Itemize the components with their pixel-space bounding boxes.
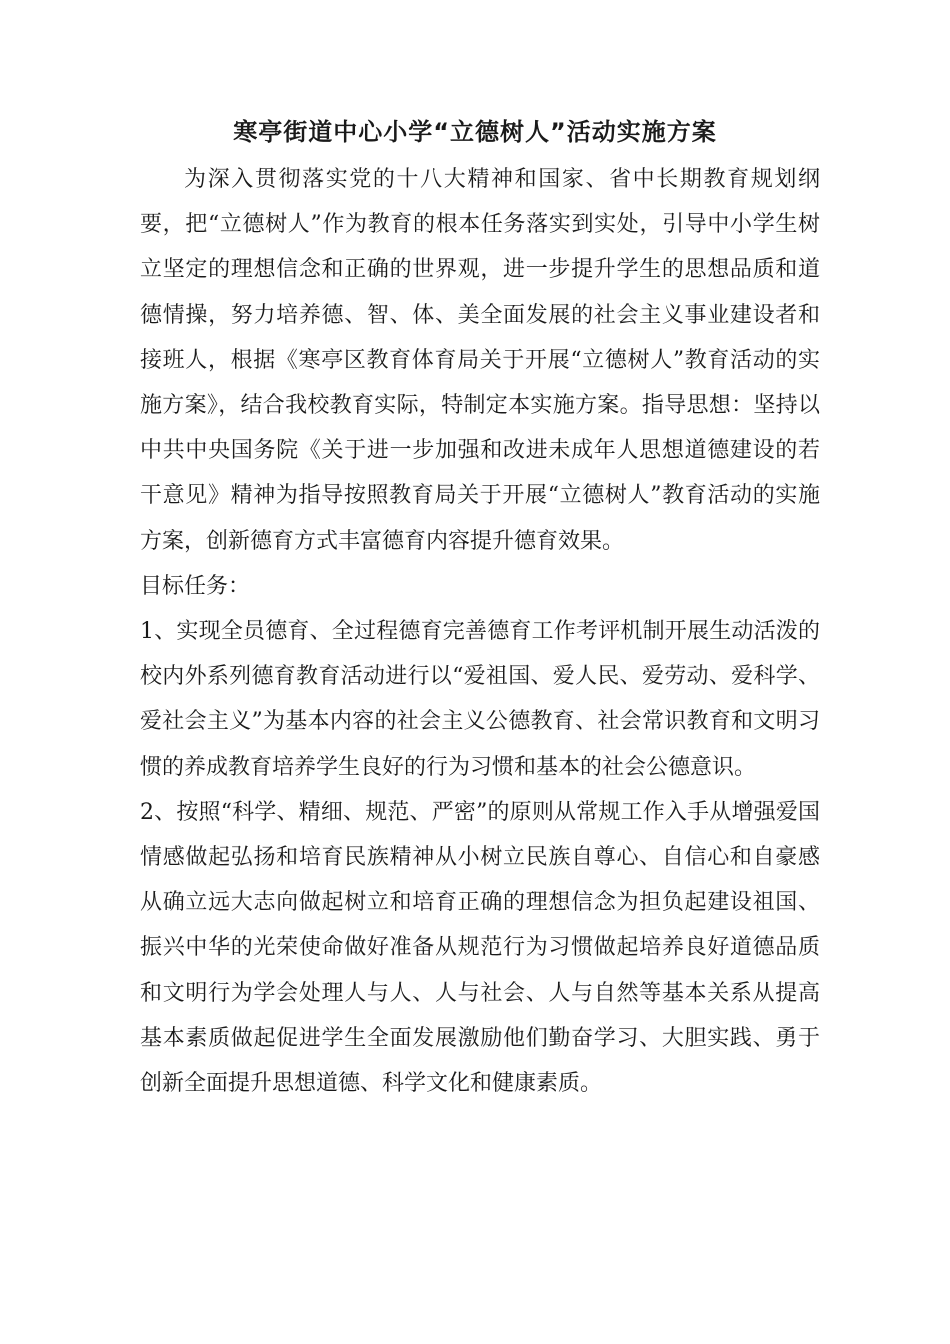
document-body	[140, 157, 820, 1106]
paragraph-goals-heading: 目标任务：	[140, 573, 251, 599]
paragraph-intro: 为深入贯彻落实党的十八大精神和国家、省中长期教育规划纲要，把“立德树人”作为教育的根本任务落实到实处，引导中小学生树立坚定的理想信念和正确的世界观，进一步提升学生的思想品质和道德情操，努力培养德、智、体、美全面发展的社会主义事业建设者和接班人，根据《寒亭区教育体育局关于开展“立德树人”教育活动的实施方案》，结合我校教育实际，特制定本实施方案。指导思想：坚持以中共中央国务院《关于进一步加强和改进未成年人思想道德建设的若干意见》精神为指导按照教育局关于开展“立德树人”教育活动的实施方案，创新德育方式丰富德育内容提升德育效果。	[140, 167, 820, 554]
paragraph-goal-2: 2、按照“科学、精细、规范、严密”的原则从常规工作入手从增强爱国情感做起弘扬和培育民族精神从小树立民族自尊心、自信心和自豪感从确立远大志向做起树立和培育正确的理想信念为担负起建设祖国、振兴中华的光荣使命做好准备从规范行为习惯做起培养良好道德品质和文明行为学会处理人与人、人与社会、人与自然等基本关系从提高基本素质做起促进学生全面发展激励他们勤奋学习、大胆实践、勇于创新全面提升思想道德、科学文化和健康素质。	[140, 799, 820, 1097]
paragraph-goal-1: 1、实现全员德育、全过程德育完善德育工作考评机制开展生动活泼的校内外系列德育教育活动进行以“爱祖国、爱人民、爱劳动、爱科学、爱社会主义”为基本内容的社会主义公德教育、社会常识教育和文明习惯的养成教育培养学生良好的行为习惯和基本的社会公德意识。	[140, 619, 820, 780]
document-title: 寒亭街道中心小学“立德树人”活动实施方案	[233, 118, 717, 146]
